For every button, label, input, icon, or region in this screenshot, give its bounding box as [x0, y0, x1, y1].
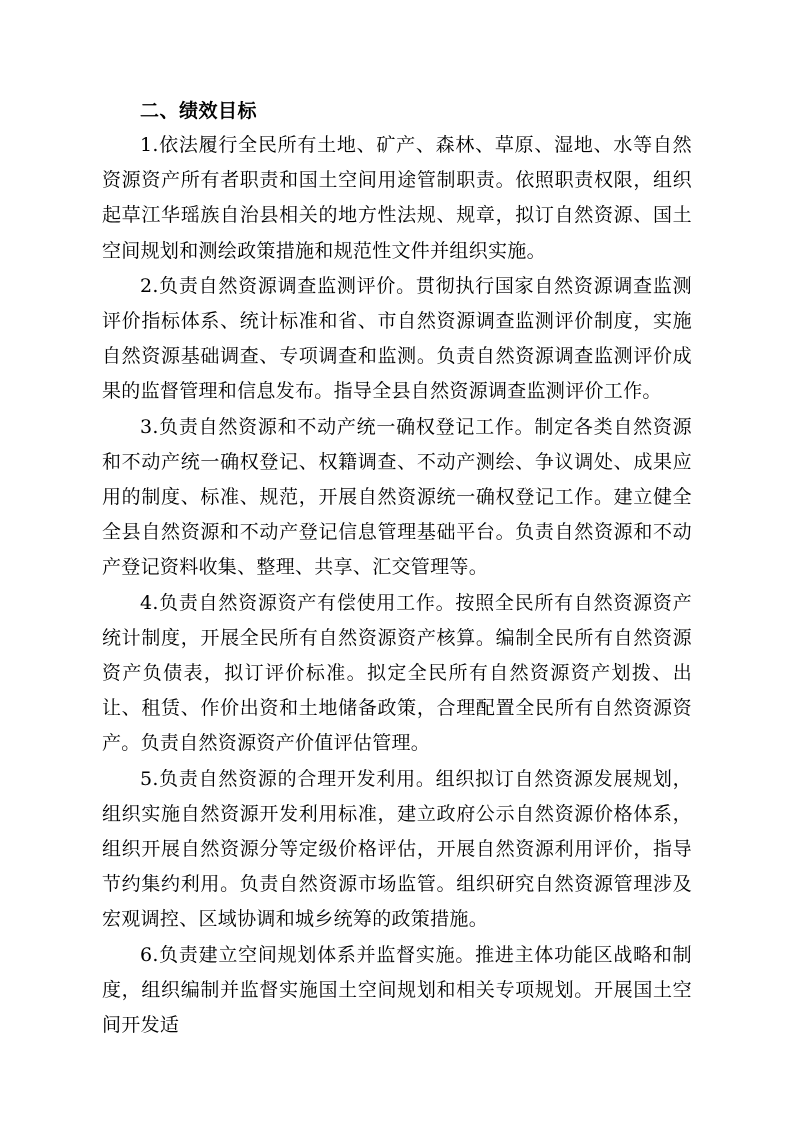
section-heading: 二、绩效目标: [140, 100, 258, 122]
paragraph-5: 5.负责自然资源的合理开发利用。组织拟订自然资源发展规划，组织实施自然资源开发利用标准，建立政府公示自然资源价格体系，组织开展自然资源分等定级价格评估，开展自然资源利用评价，指导节约集约利用。负责自然资源市场监管。组织研究自然资源管理涉及宏观调控、区域协调和城乡统筹的政策措施。: [102, 767, 692, 931]
paragraph-3: 3.负责自然资源和不动产统一确权登记工作。制定各类自然资源和不动产统一确权登记、权籍调查、不动产测绘、争议调处、成果应用的制度、标准、规范，开展自然资源统一确权登记工作。建立健全全县自然资源和不动产登记信息管理基础平台。负责自然资源和不动产登记资料收集、整理、共享、汇交管理等。: [102, 415, 692, 579]
paragraph-4: 4.负责自然资源资产有偿使用工作。按照全民所有自然资源资产统计制度，开展全民所有自然资源资产核算。编制全民所有自然资源资产负债表，拟订评价标准。拟定全民所有自然资源资产划拨、出让、租赁、作价出资和土地储备政策，合理配置全民所有自然资源资产。负责自然资源资产价值评估管理。: [102, 591, 692, 755]
paragraph-2: 2.负责自然资源调查监测评价。贯彻执行国家自然资源调查监测评价指标体系、统计标准和省、市自然资源调查监测评价制度，实施自然资源基础调查、专项调查和监测。负责自然资源调查监测评价成果的监督管理和信息发布。指导全县自然资源调查监测评价工作。: [102, 274, 692, 403]
paragraph-1: 1.依法履行全民所有土地、矿产、森林、草原、湿地、水等自然资源资产所有者职责和国土空间用途管制职责。依照职责权限，组织起草江华瑶族自治县相关的地方性法规、规章，拟订自然资源、国土空间规划和测绘政策措施和规范性文件并组织实施。: [102, 134, 692, 262]
document-body: [102, 95, 692, 1043]
paragraph-6: 6.负责建立空间规划体系并监督实施。推进主体功能区战略和制度，组织编制并监督实施国土空间规划和相关专项规划。开展国土空间开发适: [102, 943, 692, 1037]
